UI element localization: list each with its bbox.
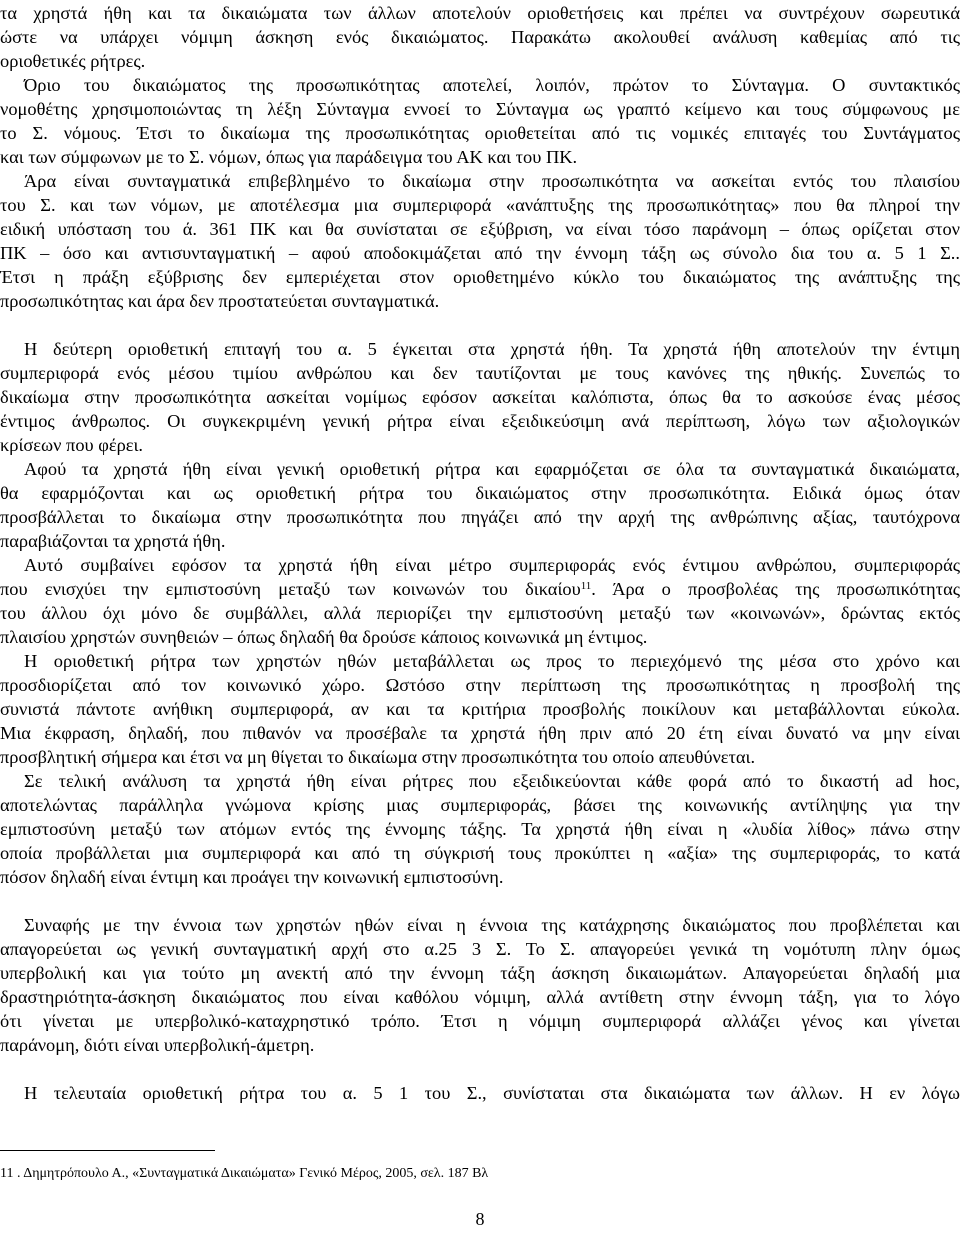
footnote: 11 . Δημητρόπουλο Α., «Συνταγματικά Δικαιώματα» Γενικό Μέρος, 2005, σελ. 187 Βλ bbox=[0, 1166, 489, 1181]
text-line: Όριο του δικαιώματος της προσωπικότητας αποτελεί, λοιπόν, πρώτον το Σύνταγμα. Ο συντακτικός bbox=[24, 75, 960, 95]
text-line: δραστηριότητα-άσκηση δικαιώματος που είναι καθόλου νόμιμη, αλλά αντίθετη στην έννομη τάξη, για το λόγο bbox=[0, 987, 960, 1007]
page-number: 8 bbox=[475, 1209, 485, 1229]
text-line: ειδική υπόσταση του ά. 361 ΠΚ και θα συνίσταται σε εξύβριση, να είναι τόσο παράνομη – όπως ορίζεται στον bbox=[0, 219, 960, 239]
text-line: πόσον δηλαδή είναι έντιμη και προάγει την κοινωνική εμπιστοσύνη. bbox=[0, 867, 504, 887]
text-line: Η οριοθετική ρήτρα των χρηστών ηθών μεταβάλλεται ως προς το περιεχόμενό της μέσα στο χρόνο και bbox=[24, 651, 960, 671]
text-line: το Σ. νόμους. Έτσι το δικαίωμα της προσωπικότητας οριοθετείται από τις νομικές επιταγές του Συντάγματος bbox=[0, 123, 960, 143]
text-line: προσβλητική σήμερα και έτσι να μη θίγεται το δικαίωμα στην προσωπικότητα του οποίο απευθύνεται. bbox=[0, 747, 756, 767]
text-line: συνιστά πάντοτε ανήθικη συμπεριφορά, αν και τα κριτήρια προσβολής ποικίλουν και μεταβάλλονται εύκολα. bbox=[0, 699, 960, 719]
text-line: κρίσεων που φέρει. bbox=[0, 435, 144, 455]
text-line: συμπεριφορά ενός μέσου τιμίου ανθρώπου και δεν ταυτίζονται με τους κανόνες της ηθικής. Συνεπώς το bbox=[0, 363, 960, 383]
text-line: Συναφής με την έννοια των χρηστών ηθών είναι η έννοια της κατάχρησης δικαιώματος που προβλέπεται και bbox=[24, 915, 960, 935]
text-line: ότι γίνεται με υπερβολικό-καταχρηστικό τρόπο. Έτσι η νόμιμη συμπεριφορά αλλάζει γένος και γίνεται bbox=[0, 1011, 960, 1031]
text-segment: . Άρα ο προσβολέας της προσωπικότητας bbox=[591, 579, 960, 599]
text-line: του άλλου όχι μόνο δε συμβάλλει, αλλά περιορίζει την εμπιστοσύνη μεταξύ των «κοινωνών», δρώντας εκτός bbox=[0, 603, 960, 623]
text-line: τα χρηστά ήθη και τα δικαιώματα των άλλων αποτελούν οριοθετήσεις και πρέπει να συντρέχουν σωρευτικά bbox=[0, 3, 960, 23]
text-line: Έτσι η πράξη εξύβρισης δεν εμπεριέχεται στον οριοθετημένο κύκλο του δικαιώματος της ανάπτυξης της bbox=[0, 267, 960, 287]
text-segment: που ενισχύει την εμπιστοσύνη μεταξύ των κοινωνών του δικαίου bbox=[0, 579, 581, 599]
text-line: θα εφαρμόζονται και ως οριοθετική ρήτρα του δικαιώματος στην προσωπικότητα. Ειδικά όμως όταν bbox=[0, 483, 960, 503]
text-line: Η τελευταία οριοθετική ρήτρα του α. 5 1 του Σ., συνίσταται στα δικαιώματα των άλλων. Η εν λόγω bbox=[24, 1083, 960, 1103]
footnote-reference[interactable]: 11 bbox=[580, 580, 592, 592]
text-line: αποτελώντας παράλληλα γνώμονα κρίσης μιας συμπεριφοράς, βάσει της κοινωνικής αντίληψης για την bbox=[0, 795, 960, 815]
text-line: Σε τελική ανάλυση τα χρηστά ήθη είναι ρήτρες που εξειδικεύονται κάθε φορά από το δικαστή ad hoc, bbox=[24, 771, 960, 791]
text-line: παράνομη, διότι είναι υπερβολική-άμετρη. bbox=[0, 1035, 315, 1055]
text-line: οποία προβάλλεται μια συμπεριφορά και από τη σύγκρισή τους προκύπτει η «αξία» της συμπεριφοράς, το κατά bbox=[0, 843, 960, 863]
text-line: Αυτό συμβαίνει εφόσον τα χρηστά ήθη είναι μέτρο συμπεριφοράς ενός έντιμου ανθρώπου, συμπεριφοράς bbox=[24, 555, 960, 575]
text-line: προσωπικότητας και άρα δεν προστατεύεται συνταγματικά. bbox=[0, 291, 440, 311]
text-line: εμπιστοσύνη μεταξύ των ατόμων εντός της έννομης τάξης. Τα χρηστά ήθη είναι η «λυδία λίθος» πάνω στην bbox=[0, 819, 960, 839]
text-line: οριοθετικές ρήτρες. bbox=[0, 51, 146, 71]
text-line: Μια έκφραση, δηλαδή, που πιθανόν να προσέβαλε τα χρηστά ήθη πριν από 20 έτη είναι δυνατό να μην είναι bbox=[0, 723, 960, 743]
text-line: υπερβολική και για τούτο μη ανεκτή από την έννομη τάξη άσκηση δικαιωμάτων. Απαγορεύεται δηλαδή μια bbox=[0, 963, 960, 983]
text-line bbox=[0, 576, 960, 602]
text-line: και των σύμφωνων με το Σ. νόμων, όπως για παράδειγμα του ΑΚ και του ΠΚ. bbox=[0, 147, 578, 167]
text-line: πλαισίου χρηστών συνηθειών – όπως δηλαδή θα δρούσε κάποιος κοινωνικά μη έντιμος. bbox=[0, 627, 648, 647]
text-line: Η δεύτερη οριοθετική επιταγή του α. 5 έγκειται στα χρηστά ήθη. Τα χρηστά ήθη αποτελούν την έντιμη bbox=[24, 339, 960, 359]
text-line: ΠΚ – όσο και αντισυνταγματική – αφού αποδοκιμάζεται από την έννομη τάξη ως σύνολο δια του α. 5 1 Σ.. bbox=[0, 243, 960, 263]
footnote-divider bbox=[0, 1150, 215, 1151]
text-line: του Σ. και των νόμων, με αποτέλεσμα μια συμπεριφορά «ανάπτυξης της προσωπικότητας» που θα πληροί την bbox=[0, 195, 960, 215]
text-line: προσβάλλεται το δικαίωμα στην προσωπικότητα που πηγάζει από την αρχή της ανθρώπινης αξίας, ταυτόχρονα bbox=[0, 507, 960, 527]
text-line: ώστε να υπάρχει νόμιμη άσκηση ενός δικαιώματος. Παρακάτω ακολουθεί ανάλυση καθεμίας από τις bbox=[0, 27, 960, 47]
text-line: προσδιορίζεται από τον κοινωνικό χώρο. Ωστόσο στην περίπτωση της προσωπικότητας η προσβολή της bbox=[0, 675, 960, 695]
text-line: νομοθέτης χρησιμοποιώντας τη λέξη Σύνταγμα εννοεί το Σύνταγμα ως γραπτό κείμενο και τους σύμφωνους με bbox=[0, 99, 960, 119]
text-line: Άρα είναι συνταγματικά επιβεβλημένο το δικαίωμα στην προσωπικότητα να ασκείται εντός του πλαισίου bbox=[24, 171, 960, 191]
text-line: απαγορεύεται ως γενική συνταγματική αρχή στο α.25 3 Σ. Το Σ. απαγορεύει γενικά τη νομότυπη πλην όμως bbox=[0, 939, 960, 959]
text-line: παραβιάζονται τα χρηστά ήθη. bbox=[0, 531, 226, 551]
text-line: δικαίωμα στην προσωπικότητα ασκείται νομίμως εφόσον ασκείται καλόπιστα, όπως θα το ασκούσε ένας μέσος bbox=[0, 387, 960, 407]
text-line: έντιμος άνθρωπος. Οι συγκεκριμένη γενική ρήτρα είναι εξειδικεύσιμη ανά περίπτωση, λόγω των αξιολογικών bbox=[0, 411, 960, 431]
text-line: Αφού τα χρηστά ήθη είναι γενική οριοθετική ρήτρα και εφαρμόζεται σε όλα τα συνταγματικά δικαιώματα, bbox=[24, 459, 960, 479]
